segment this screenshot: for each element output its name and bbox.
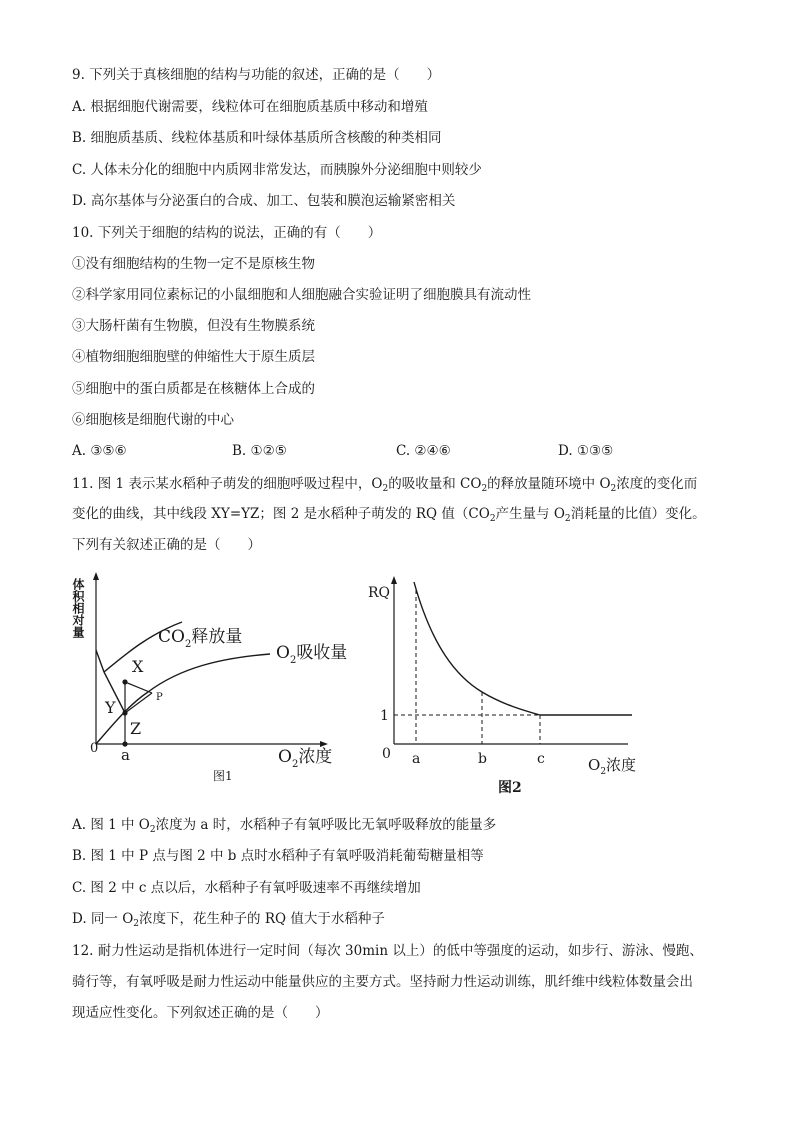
fig2-y-label: RQ xyxy=(368,585,391,601)
fig1-line-yp xyxy=(125,693,152,713)
fig1-caption: 图1 xyxy=(213,769,233,783)
q10-statement-1: ①没有细胞结构的生物一定不是原核生物 xyxy=(72,256,315,272)
fig2-rq-curve xyxy=(414,582,632,715)
fig2-tick-1: 1 xyxy=(380,708,389,724)
q10-statement-2: ②科学家用同位素标记的小鼠细胞和人细胞融合实验证明了细胞膜具有流动性 xyxy=(72,287,531,303)
q11-stem-line3: 下列有关叙述正确的是（ ） xyxy=(72,537,261,553)
q10-choice-a: A. ③⑤⑥ xyxy=(72,443,127,459)
fig1-y-label: 体积相对量 xyxy=(71,578,85,638)
fig1-point-x: X xyxy=(132,657,144,676)
q10-statement-6: ⑥细胞核是细胞代谢的中心 xyxy=(72,412,234,428)
q10-choice-b: B. ①②⑤ xyxy=(232,443,287,459)
fig2-tick-a: a xyxy=(412,751,421,767)
fig2-origin: 0 xyxy=(382,746,391,762)
q10-choice-d: D. ①③⑤ xyxy=(558,443,614,459)
fig1-co2-label: $CO_2$释放量 xyxy=(158,627,243,650)
q11-stem-line2: 变化的曲线，其中线段 XY=YZ；图 2 是水稻种子萌发的 RQ 值（$CO_2$产生量与 $O_2$消耗量的比值）变化。 xyxy=(72,506,706,524)
fig2-caption: 图2 xyxy=(498,780,522,796)
q11-option-a: A. 图 1 中 $O_2$浓度为 a 时，水稻种子有氧呼吸比无氧呼吸释放的能量多 xyxy=(72,817,497,835)
figure-1 xyxy=(70,572,360,802)
fig1-tick-a: a xyxy=(121,746,130,764)
q10-stem: 10. 下列关于细胞的结构的说法，正确的有（ ） xyxy=(72,225,382,241)
fig2-x-label: $O_2$浓度 xyxy=(588,756,637,777)
fig2-tick-b: b xyxy=(478,751,487,767)
fig2-y-arrow xyxy=(391,576,397,584)
fig1-point-y-dot xyxy=(122,710,127,715)
fig1-point-z: Z xyxy=(130,719,142,738)
q10-choice-c: C. ②④⑥ xyxy=(396,443,451,459)
fig1-point-x-dot xyxy=(122,679,127,684)
q12-line2: 骑行等，有氧呼吸是耐力性运动中能量供应的主要方式。坚持耐力性运动训练，肌纤维中线粒体数量会出 xyxy=(72,974,693,990)
q9-option-a: A. 根据细胞代谢需要，线粒体可在细胞质基质中移动和增殖 xyxy=(72,99,428,115)
q11-stem-line1: 11. 图 1 表示某水稻种子萌发的细胞呼吸过程中，$O_2$的吸收量和 $CO_2$的释放量随环境中 $O_2$浓度的变化而 xyxy=(72,476,698,494)
q12-line3: 现适应性变化。下列叙述正确的是（ ） xyxy=(72,1005,329,1021)
fig1-point-p: P xyxy=(156,692,163,703)
fig1-line-xp xyxy=(125,682,152,693)
fig2-tick-c: c xyxy=(537,751,545,767)
q9-option-d: D. 高尔基体与分泌蛋白的合成、加工、包装和膜泡运输紧密相关 xyxy=(72,193,456,209)
fig1-o2-absorption-curve xyxy=(96,654,270,744)
q11-option-b: B. 图 1 中 P 点与图 2 中 b 点时水稻种子有氧呼吸消耗葡萄糖量相等 xyxy=(72,848,484,864)
q9-option-b: B. 细胞质基质、线粒体基质和叶绿体基质所含核酸的种类相同 xyxy=(72,130,442,146)
q10-statement-3: ③大肠杆菌有生物膜，但没有生物膜系统 xyxy=(72,318,315,334)
q11-option-c: C. 图 2 中 c 点以后，水稻种子有氧呼吸速率不再继续增加 xyxy=(72,880,421,896)
fig1-origin: 0 xyxy=(90,741,99,756)
figure-2 xyxy=(362,572,652,804)
q11-option-d: D. 同一 $O_2$浓度下，花生种子的 RQ 值大于水稻种子 xyxy=(72,911,385,929)
q9-option-c: C. 人体未分化的细胞中内质网非常发达，而胰腺外分泌细胞中则较少 xyxy=(72,162,482,178)
fig1-point-y: Y xyxy=(105,698,116,717)
q10-statement-5: ⑤细胞中的蛋白质都是在核糖体上合成的 xyxy=(72,381,315,397)
q12-line1: 12. 耐力性运动是指机体进行一定时间（每次 30min 以上）的低中等强度的运动，如步行、游泳、慢跑、 xyxy=(72,943,703,959)
fig1-o2-label: $O_2$吸收量 xyxy=(276,643,348,666)
q9-stem: 9. 下列关于真核细胞的结构与功能的叙述，正确的是（ ） xyxy=(72,67,441,83)
q10-statement-4: ④植物细胞细胞壁的伸缩性大于原生质层 xyxy=(72,349,315,365)
fig1-x-label: $O_2$浓度 xyxy=(278,747,333,770)
fig1-y-arrow xyxy=(93,572,99,580)
